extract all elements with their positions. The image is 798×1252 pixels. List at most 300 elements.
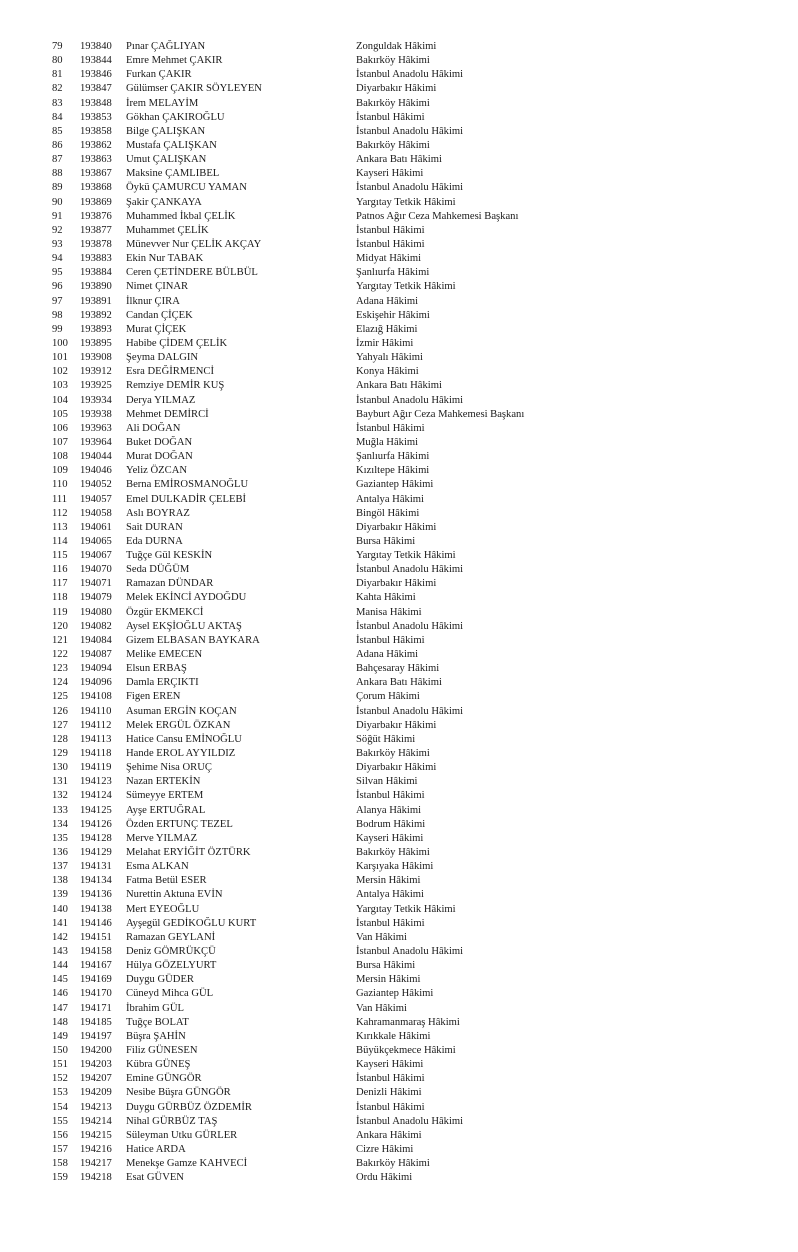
assigned-position: İstanbul Anadolu Hâkimi bbox=[356, 69, 464, 81]
assigned-position: İstanbul Anadolu Hâkimi bbox=[356, 620, 464, 632]
assigned-position: Büyükçekmece Hâkimi bbox=[356, 1044, 456, 1056]
assigned-position: Kayseri Hâkimi bbox=[356, 168, 424, 180]
person-name: Asuman ERGİN KOÇAN bbox=[126, 705, 237, 717]
row-number: 88 bbox=[52, 168, 63, 180]
assigned-position: Bahçesaray Hâkimi bbox=[356, 663, 440, 675]
row-number: 141 bbox=[52, 917, 68, 929]
row-number: 109 bbox=[52, 465, 68, 477]
registry-id: 194067 bbox=[80, 550, 112, 562]
assigned-position: Bakırköy Hâkimi bbox=[356, 139, 430, 151]
assigned-position: İstanbul Hâkimi bbox=[356, 224, 425, 236]
list-row bbox=[0, 1143, 798, 1157]
list-row bbox=[0, 1044, 798, 1058]
registry-id: 194123 bbox=[80, 776, 112, 788]
person-name: Melike EMECEN bbox=[126, 649, 203, 661]
row-number: 105 bbox=[52, 408, 68, 420]
person-name: Esra DEĞİRMENCİ bbox=[126, 366, 214, 378]
person-name: Figen EREN bbox=[126, 691, 181, 703]
assigned-position: Adana Hâkimi bbox=[356, 295, 419, 307]
registry-id: 194215 bbox=[80, 1129, 112, 1141]
person-name: Mustafa ÇALIŞKAN bbox=[126, 139, 217, 151]
registry-id: 193848 bbox=[80, 97, 112, 109]
list-row bbox=[0, 493, 798, 507]
row-number: 94 bbox=[52, 253, 63, 265]
row-number: 122 bbox=[52, 649, 68, 661]
registry-id: 194080 bbox=[80, 606, 112, 618]
registry-id: 194128 bbox=[80, 832, 112, 844]
assigned-position: Bayburt Ağır Ceza Mahkemesi Başkanı bbox=[356, 408, 525, 420]
registry-id: 194082 bbox=[80, 620, 112, 632]
registry-id: 194134 bbox=[80, 875, 112, 887]
person-name: Muhammed İkbal ÇELİK bbox=[126, 210, 236, 222]
registry-id: 194061 bbox=[80, 521, 112, 533]
assigned-position: Silvan Hâkimi bbox=[356, 776, 418, 788]
person-name: Büşra ŞAHİN bbox=[126, 1030, 186, 1042]
list-row bbox=[0, 662, 798, 676]
person-name: Tuğçe BOLAT bbox=[126, 1016, 189, 1028]
row-number: 159 bbox=[52, 1172, 68, 1184]
person-name: Eda DURNA bbox=[126, 535, 183, 547]
registry-id: 194119 bbox=[80, 762, 112, 774]
list-row bbox=[0, 450, 798, 464]
assigned-position: Ankara Batı Hâkimi bbox=[356, 380, 442, 392]
registry-id: 194087 bbox=[80, 649, 112, 661]
list-row bbox=[0, 931, 798, 945]
row-number: 92 bbox=[52, 224, 63, 236]
row-number: 82 bbox=[52, 83, 63, 95]
row-number: 157 bbox=[52, 1143, 68, 1155]
person-name: Kübra GÜNEŞ bbox=[126, 1059, 191, 1071]
list-row bbox=[0, 1086, 798, 1100]
list-row bbox=[0, 295, 798, 309]
row-number: 136 bbox=[52, 847, 68, 859]
registry-id: 194129 bbox=[80, 847, 112, 859]
list-row bbox=[0, 379, 798, 393]
row-number: 117 bbox=[52, 578, 68, 590]
registry-id: 194065 bbox=[80, 535, 112, 547]
assigned-position: Mersin Hâkimi bbox=[356, 974, 421, 986]
assigned-position: Yahyalı Hâkimi bbox=[356, 352, 423, 364]
list-row bbox=[0, 973, 798, 987]
row-number: 95 bbox=[52, 267, 63, 279]
list-row bbox=[0, 789, 798, 803]
registry-id: 194218 bbox=[80, 1172, 112, 1184]
person-name: Ayşe ERTUĞRAL bbox=[126, 804, 206, 816]
assigned-position: İstanbul Anadolu Hâkimi bbox=[356, 946, 464, 957]
list-row bbox=[0, 337, 798, 351]
list-row bbox=[0, 705, 798, 719]
registry-id: 194185 bbox=[80, 1016, 112, 1028]
assigned-position: Bursa Hâkimi bbox=[356, 960, 416, 972]
person-name: Ramazan GEYLANİ bbox=[126, 931, 216, 943]
registry-id: 194131 bbox=[80, 861, 112, 873]
list-row bbox=[0, 464, 798, 478]
registry-id: 194094 bbox=[80, 663, 112, 675]
assigned-position: Zonguldak Hâkimi bbox=[356, 41, 437, 52]
registry-id: 194071 bbox=[80, 578, 112, 590]
list-row bbox=[0, 620, 798, 634]
registry-id: 194200 bbox=[80, 1044, 112, 1056]
list-row bbox=[0, 68, 798, 82]
assigned-position: İstanbul Anadolu Hâkimi bbox=[356, 1115, 464, 1127]
person-name: Nimet ÇINAR bbox=[126, 281, 189, 293]
assigned-position: Ankara Batı Hâkimi bbox=[356, 154, 442, 166]
row-number: 83 bbox=[52, 97, 63, 109]
row-number: 130 bbox=[52, 762, 68, 774]
list-row bbox=[0, 804, 798, 818]
list-row bbox=[0, 606, 798, 620]
person-name: Aslı BOYRAZ bbox=[126, 507, 190, 519]
person-name: Umut ÇALIŞKAN bbox=[126, 154, 207, 166]
assigned-position: Diyarbakır Hâkimi bbox=[356, 83, 437, 95]
list-row bbox=[0, 577, 798, 591]
registry-id: 194151 bbox=[80, 931, 112, 943]
registry-id: 194046 bbox=[80, 465, 112, 477]
person-name: Filiz GÜNESEN bbox=[126, 1044, 198, 1056]
assigned-position: Yargıtay Tetkik Hâkimi bbox=[356, 196, 456, 208]
person-name: Yeliz ÖZCAN bbox=[126, 465, 188, 477]
list-row bbox=[0, 181, 798, 195]
person-name: Menekşe Gamze KAHVECİ bbox=[126, 1158, 248, 1170]
assigned-position: Midyat Hâkimi bbox=[356, 253, 422, 265]
assigned-position: Kahramanmaraş Hâkimi bbox=[356, 1016, 460, 1028]
person-name: Öykü ÇAMURCU YAMAN bbox=[126, 182, 247, 194]
list-row bbox=[0, 860, 798, 874]
assigned-position: Gaziantep Hâkimi bbox=[356, 988, 434, 1000]
registry-id: 193890 bbox=[80, 281, 112, 293]
list-row bbox=[0, 478, 798, 492]
registry-id: 194217 bbox=[80, 1158, 112, 1170]
assigned-position: İstanbul Hâkimi bbox=[356, 422, 425, 434]
registry-id: 194209 bbox=[80, 1087, 112, 1099]
registry-id: 193912 bbox=[80, 366, 112, 378]
list-row bbox=[0, 888, 798, 902]
assigned-position: Bakırköy Hâkimi bbox=[356, 97, 430, 109]
assigned-position: Muğla Hâkimi bbox=[356, 436, 419, 448]
registry-id: 193846 bbox=[80, 69, 112, 81]
assigned-position: İstanbul Anadolu Hâkimi bbox=[356, 394, 464, 406]
registry-id: 193938 bbox=[80, 408, 112, 420]
registry-id: 193908 bbox=[80, 352, 112, 364]
person-name: Damla ERÇIKTI bbox=[126, 677, 199, 689]
assigned-position: İstanbul Hâkimi bbox=[356, 790, 425, 802]
person-name: Melahat ERYİĞİT ÖZTÜRK bbox=[126, 847, 251, 859]
row-number: 138 bbox=[52, 875, 68, 887]
row-number: 142 bbox=[52, 931, 68, 943]
row-number: 111 bbox=[52, 493, 68, 505]
person-name: Murat ÇİÇEK bbox=[126, 323, 187, 335]
list-row bbox=[0, 196, 798, 210]
registry-id: 194096 bbox=[80, 677, 112, 689]
assigned-position: Antalya Hâkimi bbox=[356, 889, 424, 901]
list-row bbox=[0, 238, 798, 252]
assigned-position: Karşıyaka Hâkimi bbox=[356, 861, 434, 873]
row-number: 97 bbox=[52, 295, 63, 307]
row-number: 113 bbox=[52, 521, 68, 533]
person-name: Nihal GÜRBÜZ TAŞ bbox=[126, 1115, 218, 1127]
list-row bbox=[0, 1157, 798, 1171]
assigned-position: Diyarbakır Hâkimi bbox=[356, 578, 437, 590]
person-name: Şeyma DALGIN bbox=[126, 352, 199, 364]
list-row bbox=[0, 959, 798, 973]
list-row bbox=[0, 507, 798, 521]
registry-id: 193858 bbox=[80, 125, 112, 137]
assigned-position: İstanbul Anadolu Hâkimi bbox=[356, 125, 464, 137]
list-row bbox=[0, 775, 798, 789]
row-number: 104 bbox=[52, 394, 68, 406]
list-row bbox=[0, 153, 798, 167]
row-number: 89 bbox=[52, 182, 63, 194]
assigned-position: İzmir Hâkimi bbox=[356, 337, 414, 349]
list-row bbox=[0, 266, 798, 280]
registry-id: 193840 bbox=[80, 41, 112, 52]
assigned-position: İstanbul Hâkimi bbox=[356, 634, 425, 646]
assigned-position: Van Hâkimi bbox=[356, 931, 407, 943]
registry-id: 194171 bbox=[80, 1002, 112, 1014]
person-name: Seda DÜĞÜM bbox=[126, 564, 190, 576]
person-name: Süleyman Utku GÜRLER bbox=[126, 1129, 238, 1141]
assigned-position: Söğüt Hâkimi bbox=[356, 733, 416, 745]
registry-id: 194044 bbox=[80, 451, 112, 463]
registry-id: 193964 bbox=[80, 436, 112, 448]
list-row bbox=[0, 54, 798, 68]
assigned-position: Kızıltepe Hâkimi bbox=[356, 465, 430, 477]
row-number: 87 bbox=[52, 154, 63, 166]
row-number: 151 bbox=[52, 1059, 68, 1071]
person-name: Fatma Betül ESER bbox=[126, 875, 207, 887]
row-number: 150 bbox=[52, 1044, 68, 1056]
registry-id: 193963 bbox=[80, 422, 112, 434]
registry-id: 193892 bbox=[80, 309, 112, 321]
list-row bbox=[0, 634, 798, 648]
list-row bbox=[0, 210, 798, 224]
person-name: Berna EMİROSMANOĞLU bbox=[126, 479, 249, 491]
registry-id: 193925 bbox=[80, 380, 112, 392]
assigned-position: İstanbul Hâkimi bbox=[356, 917, 425, 929]
assigned-position: İstanbul Hâkimi bbox=[356, 1073, 425, 1085]
row-number: 98 bbox=[52, 309, 63, 321]
row-number: 123 bbox=[52, 663, 68, 675]
registry-id: 194214 bbox=[80, 1115, 112, 1127]
assigned-position: Ordu Hâkimi bbox=[356, 1172, 413, 1184]
person-name: Şehime Nisa ORUÇ bbox=[126, 762, 212, 774]
list-row bbox=[0, 351, 798, 365]
row-number: 99 bbox=[52, 323, 63, 335]
person-name: İbrahim GÜL bbox=[126, 1002, 184, 1014]
list-row bbox=[0, 1058, 798, 1072]
assigned-position: Patnos Ağır Ceza Mahkemesi Başkanı bbox=[356, 210, 519, 222]
row-number: 146 bbox=[52, 988, 68, 1000]
person-name: Hatice ARDA bbox=[126, 1143, 186, 1155]
person-name: Ali DOĞAN bbox=[126, 422, 181, 434]
row-number: 154 bbox=[52, 1101, 68, 1113]
registry-id: 194170 bbox=[80, 988, 112, 1000]
registry-id: 193876 bbox=[80, 210, 112, 222]
assigned-position: Şanlıurfa Hâkimi bbox=[356, 267, 430, 279]
assigned-position: Diyarbakır Hâkimi bbox=[356, 521, 437, 533]
row-number: 85 bbox=[52, 125, 63, 137]
list-row bbox=[0, 676, 798, 690]
list-row bbox=[0, 408, 798, 422]
person-name: Buket DOĞAN bbox=[126, 436, 193, 448]
person-name: Tuğçe Gül KESKİN bbox=[126, 550, 213, 562]
registry-id: 194158 bbox=[80, 946, 112, 957]
row-number: 79 bbox=[52, 41, 63, 52]
person-name: Sait DURAN bbox=[126, 521, 183, 533]
person-name: Gülümser ÇAKIR SÖYLEYEN bbox=[126, 83, 262, 95]
list-row bbox=[0, 563, 798, 577]
list-row bbox=[0, 987, 798, 1001]
person-name: Emel DULKADİR ÇELEBİ bbox=[126, 493, 247, 505]
registry-id: 194052 bbox=[80, 479, 112, 491]
registry-id: 193891 bbox=[80, 295, 112, 307]
assigned-position: Şanlıurfa Hâkimi bbox=[356, 451, 430, 463]
assigned-position: Kahta Hâkimi bbox=[356, 592, 416, 604]
list-row bbox=[0, 535, 798, 549]
registry-id: 194216 bbox=[80, 1143, 112, 1155]
assigned-position: İstanbul Anadolu Hâkimi bbox=[356, 705, 464, 717]
row-number: 90 bbox=[52, 196, 63, 208]
list-row bbox=[0, 917, 798, 931]
assigned-position: Ankara Hâkimi bbox=[356, 1129, 422, 1141]
row-number: 103 bbox=[52, 380, 68, 392]
person-name: Esat GÜVEN bbox=[126, 1172, 184, 1184]
registry-id: 194070 bbox=[80, 564, 112, 576]
assigned-position: Kayseri Hâkimi bbox=[356, 1059, 424, 1071]
person-name: Esma ALKAN bbox=[126, 861, 189, 873]
registry-id: 193853 bbox=[80, 111, 112, 123]
list-row bbox=[0, 125, 798, 139]
row-number: 108 bbox=[52, 451, 68, 463]
assigned-position: Cizre Hâkimi bbox=[356, 1143, 414, 1155]
list-row bbox=[0, 224, 798, 238]
list-row bbox=[0, 945, 798, 959]
row-number: 102 bbox=[52, 366, 68, 378]
row-number: 115 bbox=[52, 550, 68, 562]
assigned-position: Bodrum Hâkimi bbox=[356, 818, 426, 830]
registry-id: 194079 bbox=[80, 592, 112, 604]
row-number: 152 bbox=[52, 1073, 68, 1085]
list-row bbox=[0, 280, 798, 294]
assigned-position: Yargıtay Tetkik Hâkimi bbox=[356, 903, 456, 915]
registry-id: 194118 bbox=[80, 748, 112, 760]
registry-id: 193883 bbox=[80, 253, 112, 265]
list-row bbox=[0, 111, 798, 125]
registry-id: 194138 bbox=[80, 903, 112, 915]
assigned-position: Manisa Hâkimi bbox=[356, 606, 422, 618]
person-name: Gizem ELBASAN BAYKARA bbox=[126, 634, 260, 646]
registry-id: 194125 bbox=[80, 804, 112, 816]
person-name: Mert EYEOĞLU bbox=[126, 903, 200, 915]
person-name: Pınar ÇAĞLIYAN bbox=[126, 41, 206, 52]
list-row bbox=[0, 1101, 798, 1115]
assigned-position: Bursa Hâkimi bbox=[356, 535, 416, 547]
row-number: 140 bbox=[52, 903, 68, 915]
row-number: 112 bbox=[52, 507, 68, 519]
registry-id: 194207 bbox=[80, 1073, 112, 1085]
row-number: 121 bbox=[52, 634, 68, 646]
person-name: Emre Mehmet ÇAKIR bbox=[126, 55, 223, 67]
person-name: Nurettin Aktuna EVİN bbox=[126, 889, 223, 901]
person-name: Aysel EKŞİOĞLU AKTAŞ bbox=[126, 620, 242, 632]
row-number: 134 bbox=[52, 818, 68, 830]
person-name: Özgür EKMEKCİ bbox=[126, 606, 204, 618]
assigned-position: Van Hâkimi bbox=[356, 1002, 407, 1014]
registry-id: 194110 bbox=[80, 705, 112, 717]
person-name: Münevver Nur ÇELİK AKÇAY bbox=[126, 238, 262, 250]
row-number: 125 bbox=[52, 691, 68, 703]
registry-id: 193847 bbox=[80, 83, 112, 95]
row-number: 91 bbox=[52, 210, 63, 222]
row-number: 126 bbox=[52, 705, 68, 717]
list-row bbox=[0, 521, 798, 535]
person-name: Ramazan DÜNDAR bbox=[126, 578, 214, 590]
registry-id: 193868 bbox=[80, 182, 112, 194]
person-name: Melek EKİNCİ AYDOĞDU bbox=[126, 592, 247, 604]
person-name: İrem MELAYİM bbox=[126, 97, 199, 109]
person-name: Merve YILMAZ bbox=[126, 832, 198, 844]
person-name: Sümeyye ERTEM bbox=[126, 790, 204, 802]
person-name: Melek ERGÜL ÖZKAN bbox=[126, 719, 231, 731]
row-number: 110 bbox=[52, 479, 68, 491]
list-row bbox=[0, 139, 798, 153]
person-name: Ekin Nur TABAK bbox=[126, 253, 204, 265]
list-row bbox=[0, 323, 798, 337]
person-name: Hülya GÖZELYURT bbox=[126, 960, 217, 972]
assigned-position: Alanya Hâkimi bbox=[356, 804, 422, 816]
registry-id: 194058 bbox=[80, 507, 112, 519]
registry-id: 193867 bbox=[80, 168, 112, 180]
list-row bbox=[0, 1016, 798, 1030]
assigned-position: Bakırköy Hâkimi bbox=[356, 847, 430, 859]
list-row bbox=[0, 549, 798, 563]
assigned-position: Bakırköy Hâkimi bbox=[356, 55, 430, 67]
person-name: Deniz GÖMRÜKÇÜ bbox=[126, 946, 216, 957]
person-name: Murat DOĞAN bbox=[126, 451, 193, 463]
person-name: Ceren ÇETİNDERE BÜLBÜL bbox=[126, 267, 258, 279]
row-number: 135 bbox=[52, 832, 68, 844]
row-number: 127 bbox=[52, 719, 68, 731]
row-number: 81 bbox=[52, 69, 63, 81]
row-number: 100 bbox=[52, 337, 68, 349]
row-number: 101 bbox=[52, 352, 68, 364]
assigned-position: Kırıkkale Hâkimi bbox=[356, 1030, 431, 1042]
list-row bbox=[0, 97, 798, 111]
person-name: Emine GÜNGÖR bbox=[126, 1073, 202, 1085]
appointment-list bbox=[0, 40, 798, 1185]
person-name: Hatice Cansu EMİNOĞLU bbox=[126, 733, 242, 745]
registry-id: 193895 bbox=[80, 337, 112, 349]
registry-id: 194124 bbox=[80, 790, 112, 802]
registry-id: 194136 bbox=[80, 889, 112, 901]
assigned-position: Antalya Hâkimi bbox=[356, 493, 424, 505]
assigned-position: İstanbul Anadolu Hâkimi bbox=[356, 182, 464, 194]
row-number: 158 bbox=[52, 1158, 68, 1170]
row-number: 144 bbox=[52, 960, 68, 972]
person-name: Cüneyd Mihca GÜL bbox=[126, 988, 214, 1000]
row-number: 129 bbox=[52, 748, 68, 760]
list-row bbox=[0, 1002, 798, 1016]
person-name: Duygu GÜRBÜZ ÖZDEMİR bbox=[126, 1101, 252, 1113]
registry-id: 194084 bbox=[80, 634, 112, 646]
assigned-position: Yargıtay Tetkik Hâkimi bbox=[356, 550, 456, 562]
list-row bbox=[0, 818, 798, 832]
assigned-position: İstanbul Hâkimi bbox=[356, 111, 425, 123]
person-name: Nazan ERTEKİN bbox=[126, 776, 201, 788]
registry-id: 194057 bbox=[80, 493, 112, 505]
person-name: Habibe ÇİDEM ÇELİK bbox=[126, 337, 228, 349]
assigned-position: Yargıtay Tetkik Hâkimi bbox=[356, 281, 456, 293]
